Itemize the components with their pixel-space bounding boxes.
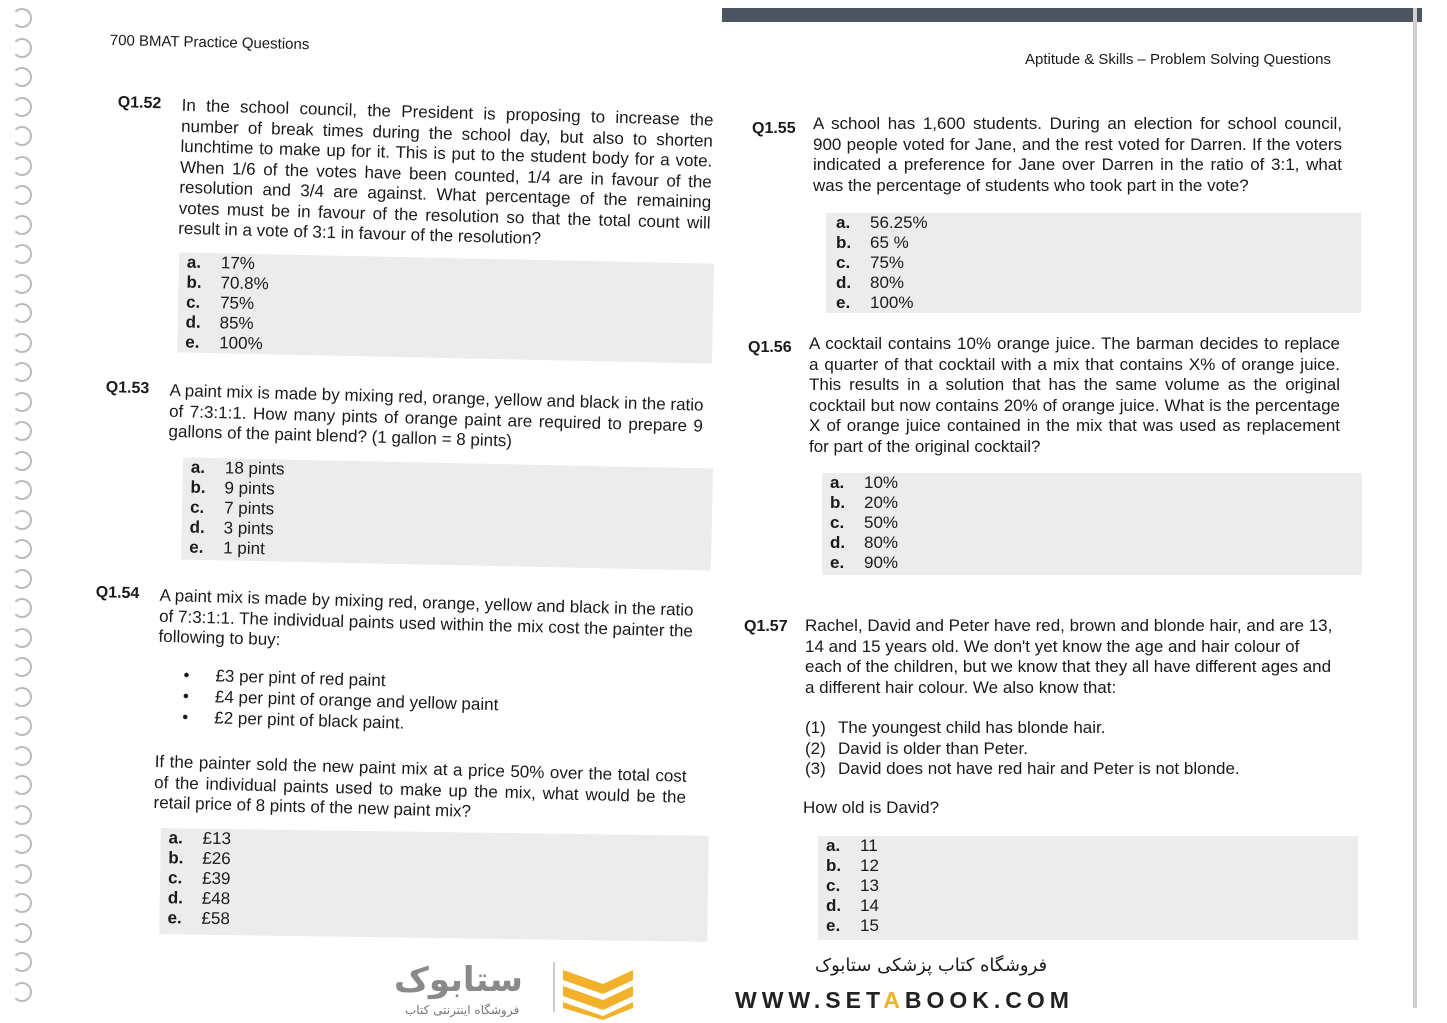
question-1-56 [748, 334, 1340, 457]
bullet-icon: • [182, 706, 189, 727]
binding-ring [12, 333, 32, 353]
spiral-binding [4, 8, 36, 1008]
option-value: 100% [870, 293, 914, 312]
question-1-53 [104, 379, 703, 457]
option-letter: a. [826, 836, 841, 855]
binding-ring [12, 38, 32, 58]
binding-ring [12, 805, 32, 825]
binding-ring [12, 185, 32, 205]
option-letter: a. [190, 457, 206, 477]
question-text: A cocktail contains 10% orange juice. The barman decides to replace a quarter of that cocktail with a mix that contains X% of orange juice. This results in a solution that has the same volume as the original cocktail but now contains 20% of orange juice. What is the percentage X of orange juice contained in the mix that was used as replacement for part of the original cocktail? [809, 334, 1340, 456]
option-value: £13 [202, 828, 232, 849]
option-value: 65 % [870, 233, 909, 252]
option-value: 10% [864, 473, 899, 492]
option-value: 80% [870, 273, 905, 292]
answer-option [826, 253, 1361, 273]
option-letter: c. [836, 253, 851, 272]
answer-option [826, 213, 1361, 233]
cost-bullet-list [182, 664, 692, 741]
option-letter: e. [836, 293, 851, 312]
option-letter: e. [185, 332, 200, 352]
bullet-text: £2 per pint of black paint. [214, 707, 405, 733]
option-value: 80% [864, 533, 899, 552]
question-text: A paint mix is made by mixing red, orange, yellow and black in the ratio of 7:3:1:1. How many pints of orange paint are required to prepare 9 gallons of the paint blend? (1 gallon = 8 pints) [168, 380, 704, 451]
option-letter: c. [185, 292, 201, 312]
answer-option [822, 493, 1362, 513]
binding-ring [12, 923, 32, 943]
option-letter: b. [190, 477, 206, 497]
option-letter: d. [830, 533, 846, 552]
binding-ring [12, 303, 32, 323]
bullet-text: £4 per pint of orange and yellow paint [214, 686, 499, 714]
option-value: £39 [201, 868, 231, 889]
binding-ring [12, 451, 32, 471]
binding-ring [12, 687, 32, 707]
option-letter: d. [836, 273, 852, 292]
question-number: Q1.52 [117, 94, 162, 113]
binding-ring [12, 97, 32, 117]
url-rest: BOOK.COM [904, 987, 1074, 1013]
answer-option [826, 233, 1361, 253]
bullet-icon: • [182, 685, 190, 706]
option-value: £48 [201, 888, 231, 909]
option-value: 90% [864, 553, 899, 572]
question-text-continued: If the painter sold the new paint mix at a price 50% over the total cost of the individual paints used to make up the mix, what would be the retail price of 8 pints of the new paint mix? [153, 752, 687, 821]
option-letter: c. [167, 868, 183, 888]
answer-options [159, 828, 708, 942]
binding-ring [12, 746, 32, 766]
binding-ring [12, 893, 32, 913]
question-1-52 [114, 94, 714, 254]
binding-ring [12, 657, 32, 677]
clue-list [805, 718, 1338, 780]
clue-number: (2) [805, 738, 826, 758]
option-value: 11 [860, 836, 878, 855]
url-letter-a-accent: A [883, 987, 905, 1013]
option-value: £58 [201, 908, 231, 929]
option-value: £26 [202, 848, 231, 869]
option-letter: b. [826, 856, 842, 875]
question-1-55 [752, 114, 1342, 196]
question-text: A school has 1,600 students. During an election for school council, 900 people voted for Jane, and the rest voted for Darren. If the voters indicated a preference for Jane over Darren in the ratio of 3:1, what was the percentage of students who took part in the vote? [813, 114, 1342, 195]
binding-ring [12, 274, 32, 294]
answer-option [818, 876, 1358, 896]
binding-ring [12, 982, 32, 1002]
clue-number: (1) [805, 718, 826, 737]
question-1-54-followup [153, 752, 687, 828]
option-letter: d. [189, 517, 205, 537]
option-letter: a. [836, 213, 851, 232]
running-header-left: 700 BMAT Practice Questions [109, 32, 310, 54]
binding-ring [12, 67, 32, 87]
answer-option [818, 836, 1358, 856]
option-value: 7 pints [223, 498, 275, 519]
option-letter: c. [826, 876, 841, 895]
option-value: 20% [864, 493, 899, 512]
binding-ring [12, 775, 32, 795]
bullet-text: £3 per pint of red paint [215, 665, 386, 690]
binding-ring [12, 392, 32, 412]
url-letter-s: S [825, 987, 846, 1013]
bullet-icon: • [183, 664, 190, 685]
question-number: Q1.57 [744, 618, 788, 635]
option-letter: e. [167, 908, 182, 928]
option-value: 75% [219, 293, 255, 313]
option-value: 3 pints [223, 518, 274, 539]
url-letter-t: T [865, 987, 884, 1013]
binding-ring [12, 244, 32, 264]
binding-ring [12, 716, 32, 736]
page-edge-shadow [722, 8, 1422, 22]
binding-ring [12, 598, 32, 618]
url-letter-e: E [845, 987, 866, 1013]
option-letter: e. [189, 537, 204, 557]
clue-item [805, 739, 1338, 760]
option-value: 9 pints [224, 478, 275, 499]
question-1-54 [92, 584, 694, 741]
answer-option [826, 293, 1361, 313]
option-letter: b. [836, 233, 852, 252]
question-text: In the school council, the President is proposing to increase the number of break times during the school day, but also to shorten lunchtime to make up for it. This is put to the student body for a vote. When 1/6 of the votes have been counted, 1/4 are in favour of the resolution and 3/4 are against. What percentage of the remaining votes must be in favour of the resolution so that the total count will result in a vote of 3:1 in favour of the resolution? [178, 95, 714, 248]
answer-option [826, 273, 1361, 293]
answer-options [822, 473, 1362, 575]
binding-ring [12, 510, 32, 530]
answer-option [822, 533, 1362, 553]
url-prefix: WWW. [735, 987, 826, 1013]
clue-text: David does not have red hair and Peter is not blonde. [838, 759, 1240, 778]
question-number: Q1.54 [95, 584, 140, 603]
option-value: 12 [860, 856, 879, 875]
option-value: 17% [220, 253, 256, 273]
answer-option [822, 513, 1362, 533]
option-value: 18 pints [224, 458, 285, 479]
answer-options [181, 457, 713, 570]
binding-ring [12, 864, 32, 884]
option-value: 70.8% [220, 273, 269, 294]
store-url[interactable] [735, 987, 1074, 1014]
option-letter: a. [830, 473, 845, 492]
answer-options [177, 252, 714, 363]
option-value: 50% [864, 513, 899, 532]
clue-item [805, 759, 1338, 780]
option-value: 100% [219, 333, 263, 354]
binding-ring [12, 628, 32, 648]
clue-text: The youngest child has blonde hair. [838, 718, 1106, 737]
binding-ring [12, 952, 32, 972]
option-value: 75% [870, 253, 905, 272]
option-value: 14 [860, 896, 879, 915]
option-letter: d. [185, 312, 201, 332]
option-letter: b. [186, 272, 202, 292]
answer-option [822, 473, 1362, 493]
answer-option [818, 916, 1358, 936]
option-letter: b. [168, 848, 184, 868]
logo-wordmark: ستابوک [394, 960, 523, 1000]
binding-ring [12, 834, 32, 854]
answer-option [818, 856, 1358, 876]
question-text: A paint mix is made by mixing red, orange, yellow and black in the ratio of 7:3:1:1. The individual paints used within the mix cost the painter the following to buy: [158, 585, 694, 650]
logo-tagline: فروشگاه اینترنتی کتاب [405, 1003, 520, 1017]
binding-ring [12, 569, 32, 589]
binding-ring [12, 362, 32, 382]
question-number: Q1.55 [752, 120, 796, 137]
question-number: Q1.56 [748, 339, 792, 356]
option-value: 1 pint [223, 538, 266, 559]
answer-option [822, 553, 1362, 573]
option-value: 56.25% [870, 213, 928, 232]
binding-ring [12, 539, 32, 559]
question-text: Rachel, David and Peter have red, brown and blonde hair, and are 13, 14 and 15 years old. We don't yet know the age and hair colour of each of the children, but we know that they all have different ages and a different hair colour. We also know that: [805, 616, 1333, 697]
answer-option [818, 896, 1358, 916]
running-header-right: Aptitude & Skills – Problem Solving Questions [1025, 51, 1331, 68]
option-letter: c. [189, 497, 205, 517]
option-letter: e. [826, 916, 841, 935]
option-value: 15 [860, 916, 879, 935]
option-value: 85% [219, 313, 254, 333]
page-edge-rim [1413, 8, 1417, 1008]
binding-ring [12, 421, 32, 441]
option-letter: d. [826, 896, 842, 915]
option-letter: d. [167, 888, 184, 908]
clue-item [805, 718, 1338, 739]
option-letter: c. [830, 513, 845, 532]
binding-ring [12, 8, 32, 28]
question-text-continued: How old is David? [803, 797, 940, 817]
option-letter: a. [186, 252, 202, 272]
clue-text: David is older than Peter. [838, 738, 1028, 758]
binding-ring [12, 156, 32, 176]
question-1-57 [744, 616, 1338, 818]
store-name: فروشگاه کتاب پزشکی ستابوک [815, 955, 1048, 976]
answer-options [818, 836, 1358, 940]
option-value: 13 [860, 876, 879, 895]
answer-options [826, 213, 1361, 313]
option-letter: b. [830, 493, 846, 512]
option-letter: a. [168, 828, 183, 848]
option-letter: e. [830, 553, 845, 572]
question-number: Q1.53 [105, 379, 150, 398]
binding-ring [12, 480, 32, 500]
binding-ring [12, 126, 32, 146]
clue-number: (3) [805, 759, 826, 778]
binding-ring [12, 215, 32, 235]
